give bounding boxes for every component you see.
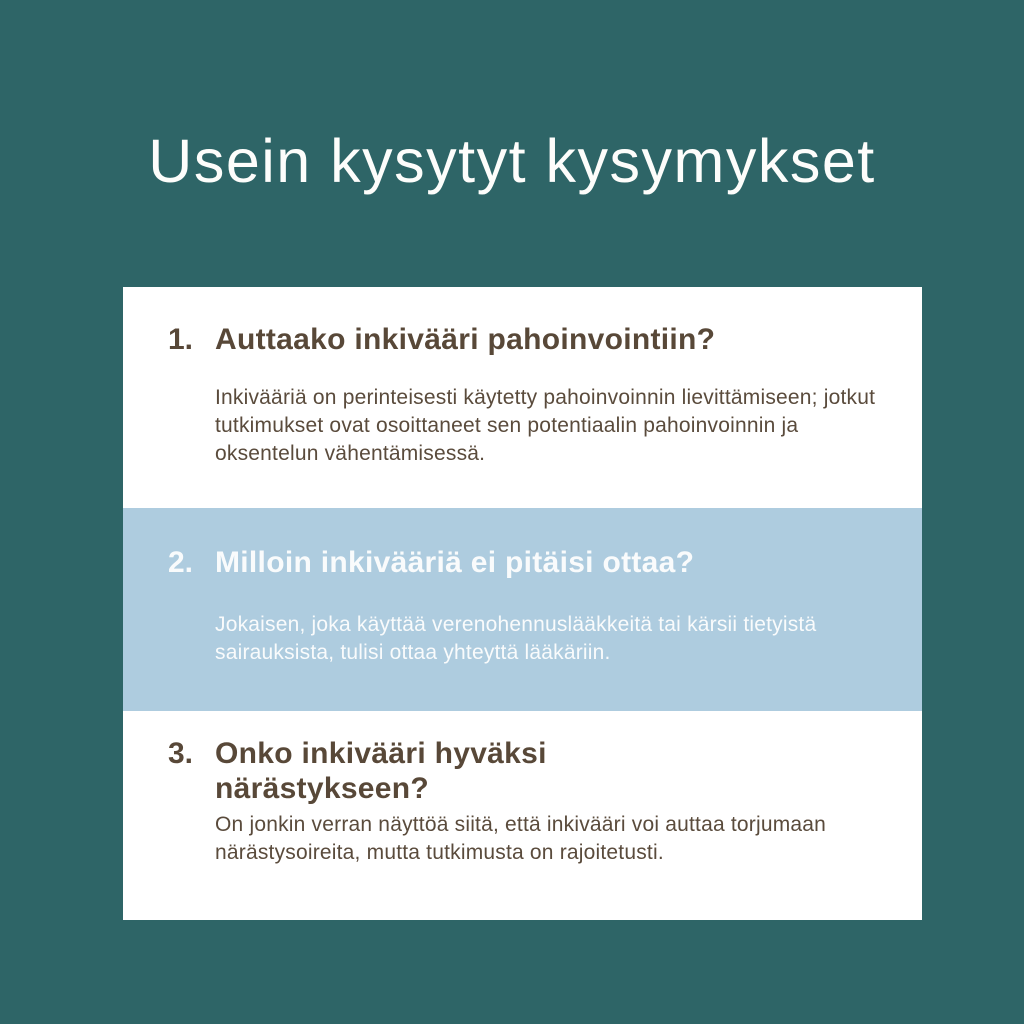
answer-text: On jonkin verran näyttöä siitä, että inkivääri voi auttaa torjumaan närästysoireita, mutta tutkimusta on rajoitetusti.: [215, 813, 827, 865]
question-number: 3.: [168, 737, 194, 770]
faq-item-3: [123, 711, 922, 920]
question-number: 1.: [168, 323, 194, 356]
question-row: [168, 737, 880, 806]
question-text: Onko inkivääri hyväksi närästykseen?: [215, 737, 547, 805]
faq-item-1: [123, 287, 922, 508]
answer-text: Jokaisen, joka käyttää verenohennuslääkkeitä tai kärsii tietyistä sairauksista, tulisi ottaa yhteyttä lääkäriin.: [215, 612, 817, 664]
question-row: [168, 546, 880, 581]
faq-item-2: [123, 508, 922, 711]
question-number: 2.: [168, 546, 194, 579]
question-row: [168, 323, 880, 358]
question-text: Auttaako inkivääri pahoinvointiin?: [215, 323, 716, 356]
question-text: Milloin inkivääriä ei pitäisi ottaa?: [215, 546, 695, 579]
faq-card: [123, 287, 922, 920]
page-title: Usein kysytyt kysymykset: [148, 127, 876, 195]
answer-text: Inkivääriä on perinteisesti käytetty pahoinvoinnin lievittämiseen; jotkut tutkimukset ovat osoittaneet sen potentiaalin pahoinvoinnin ja oksentelun vähentämisessä.: [215, 385, 876, 466]
